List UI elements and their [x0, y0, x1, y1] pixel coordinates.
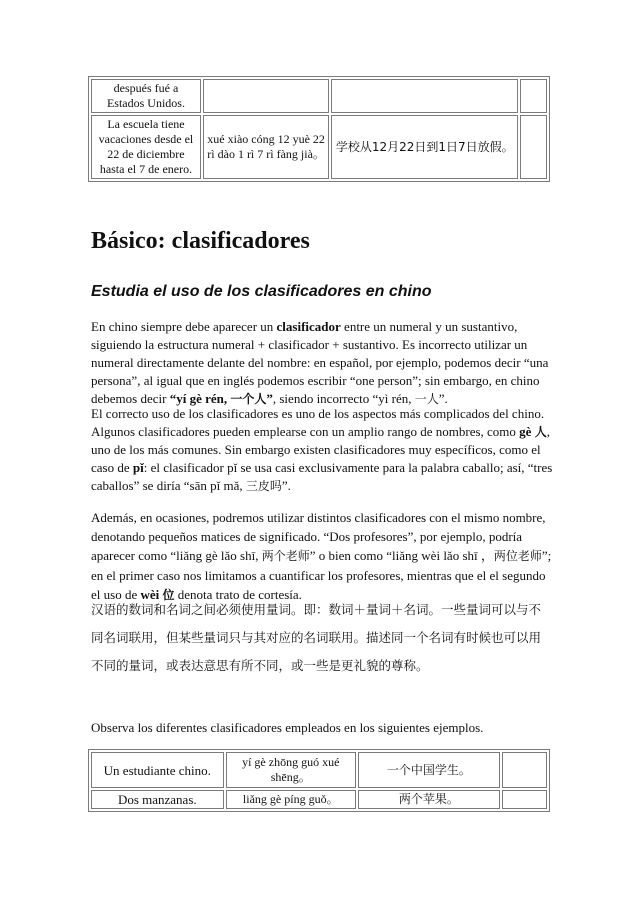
paragraph-chinese-summary: 汉语的数词和名词之间必须使用量词。即：数词＋量词＋名词。一些量词可以与不同名词联用，但某些量词只与其对应的名词联用。描述同一个名词有时候也可以用不同的量词，或表达意思有所不同，或一些是更礼貌的尊称。	[91, 602, 542, 673]
paragraph-classifier-definition: En chino siempre debe aparecer un clasificador entre un numeral y un sustantivo, siguiendo la estructura numeral + clasificador + sustantivo. Es incorrecto utilizar un numeral directamente delante del nombre: en español, por ejemplo, podemos decir “una persona”, al igual que en inglés podemos escribir “one person”; sin embargo, en chino debemos decir “yí gè rén, 一个人”, siendo incorrecto “yì rén, 一人”.	[91, 319, 549, 406]
table-cell: 两个苹果。	[358, 790, 500, 809]
table-row	[91, 752, 547, 788]
table-cell	[520, 79, 547, 113]
table-row	[91, 790, 547, 809]
table-cell: La escuela tiene vacaciones desde el 22 de diciembre hasta el 7 de enero.	[91, 115, 201, 179]
table-cell	[331, 79, 518, 113]
table-cell	[502, 752, 547, 788]
table-cell: Dos manzanas.	[91, 790, 224, 809]
table-cell: liǎng gè píng guǒ。	[226, 790, 356, 809]
paragraph-classifier-nuances: Además, en ocasiones, podremos utilizar distintos clasificadores con el mismo nombre, denotando pequeños matices de significado. “Dos profesores”, por ejemplo, podría aparecer como “liǎng gè lǎo shī, 两个老师” o bien como “liǎng wèi lǎo shī ，两位老师”; en el primer caso nos limitamos a cuantificar los profesores, mientras que el el segundo el uso de wèi 位 denota trato de cortesía.	[91, 510, 552, 602]
table-row	[91, 79, 547, 113]
top-translation-table	[88, 76, 550, 182]
table-cell: xué xiào cóng 12 yuè 22 rì dào 1 rì 7 rì fàng jià。	[203, 115, 329, 179]
table-cell: después fué a Estados Unidos.	[91, 79, 201, 113]
paragraph-classifier-usage: El correcto uso de los clasificadores es uno de los aspectos más complicados del chino. Algunos clasificadores pueden emplearse con un amplio rango de nombres, como gè 人, uno de los más comunes. Sin embargo existen clasificadores muy específicos, como el caso de pǐ: el clasificador pǐ se usa casi exclusivamente para la palabra caballo; así, “tres caballos” se diría “sān pǐ mǎ, 三皮吗”.	[91, 406, 553, 493]
table-row	[91, 115, 547, 179]
table-cell: Un estudiante chino.	[91, 752, 224, 788]
section-subheading: Estudia el uso de los clasificadores en chino	[91, 283, 432, 300]
examples-table	[88, 749, 550, 812]
table-cell	[203, 79, 329, 113]
table-cell	[520, 115, 547, 179]
table-cell	[502, 790, 547, 809]
table-cell: yí gè zhōng guó xué shēng。	[226, 752, 356, 788]
examples-intro: Observa los diferentes clasificadores empleados en los siguientes ejemplos.	[91, 720, 484, 735]
section-heading: Básico: clasificadores	[91, 228, 310, 254]
table-cell: 一个中国学生。	[358, 752, 500, 788]
table-cell: 学校从12月22日到1日7日放假。	[331, 115, 518, 179]
